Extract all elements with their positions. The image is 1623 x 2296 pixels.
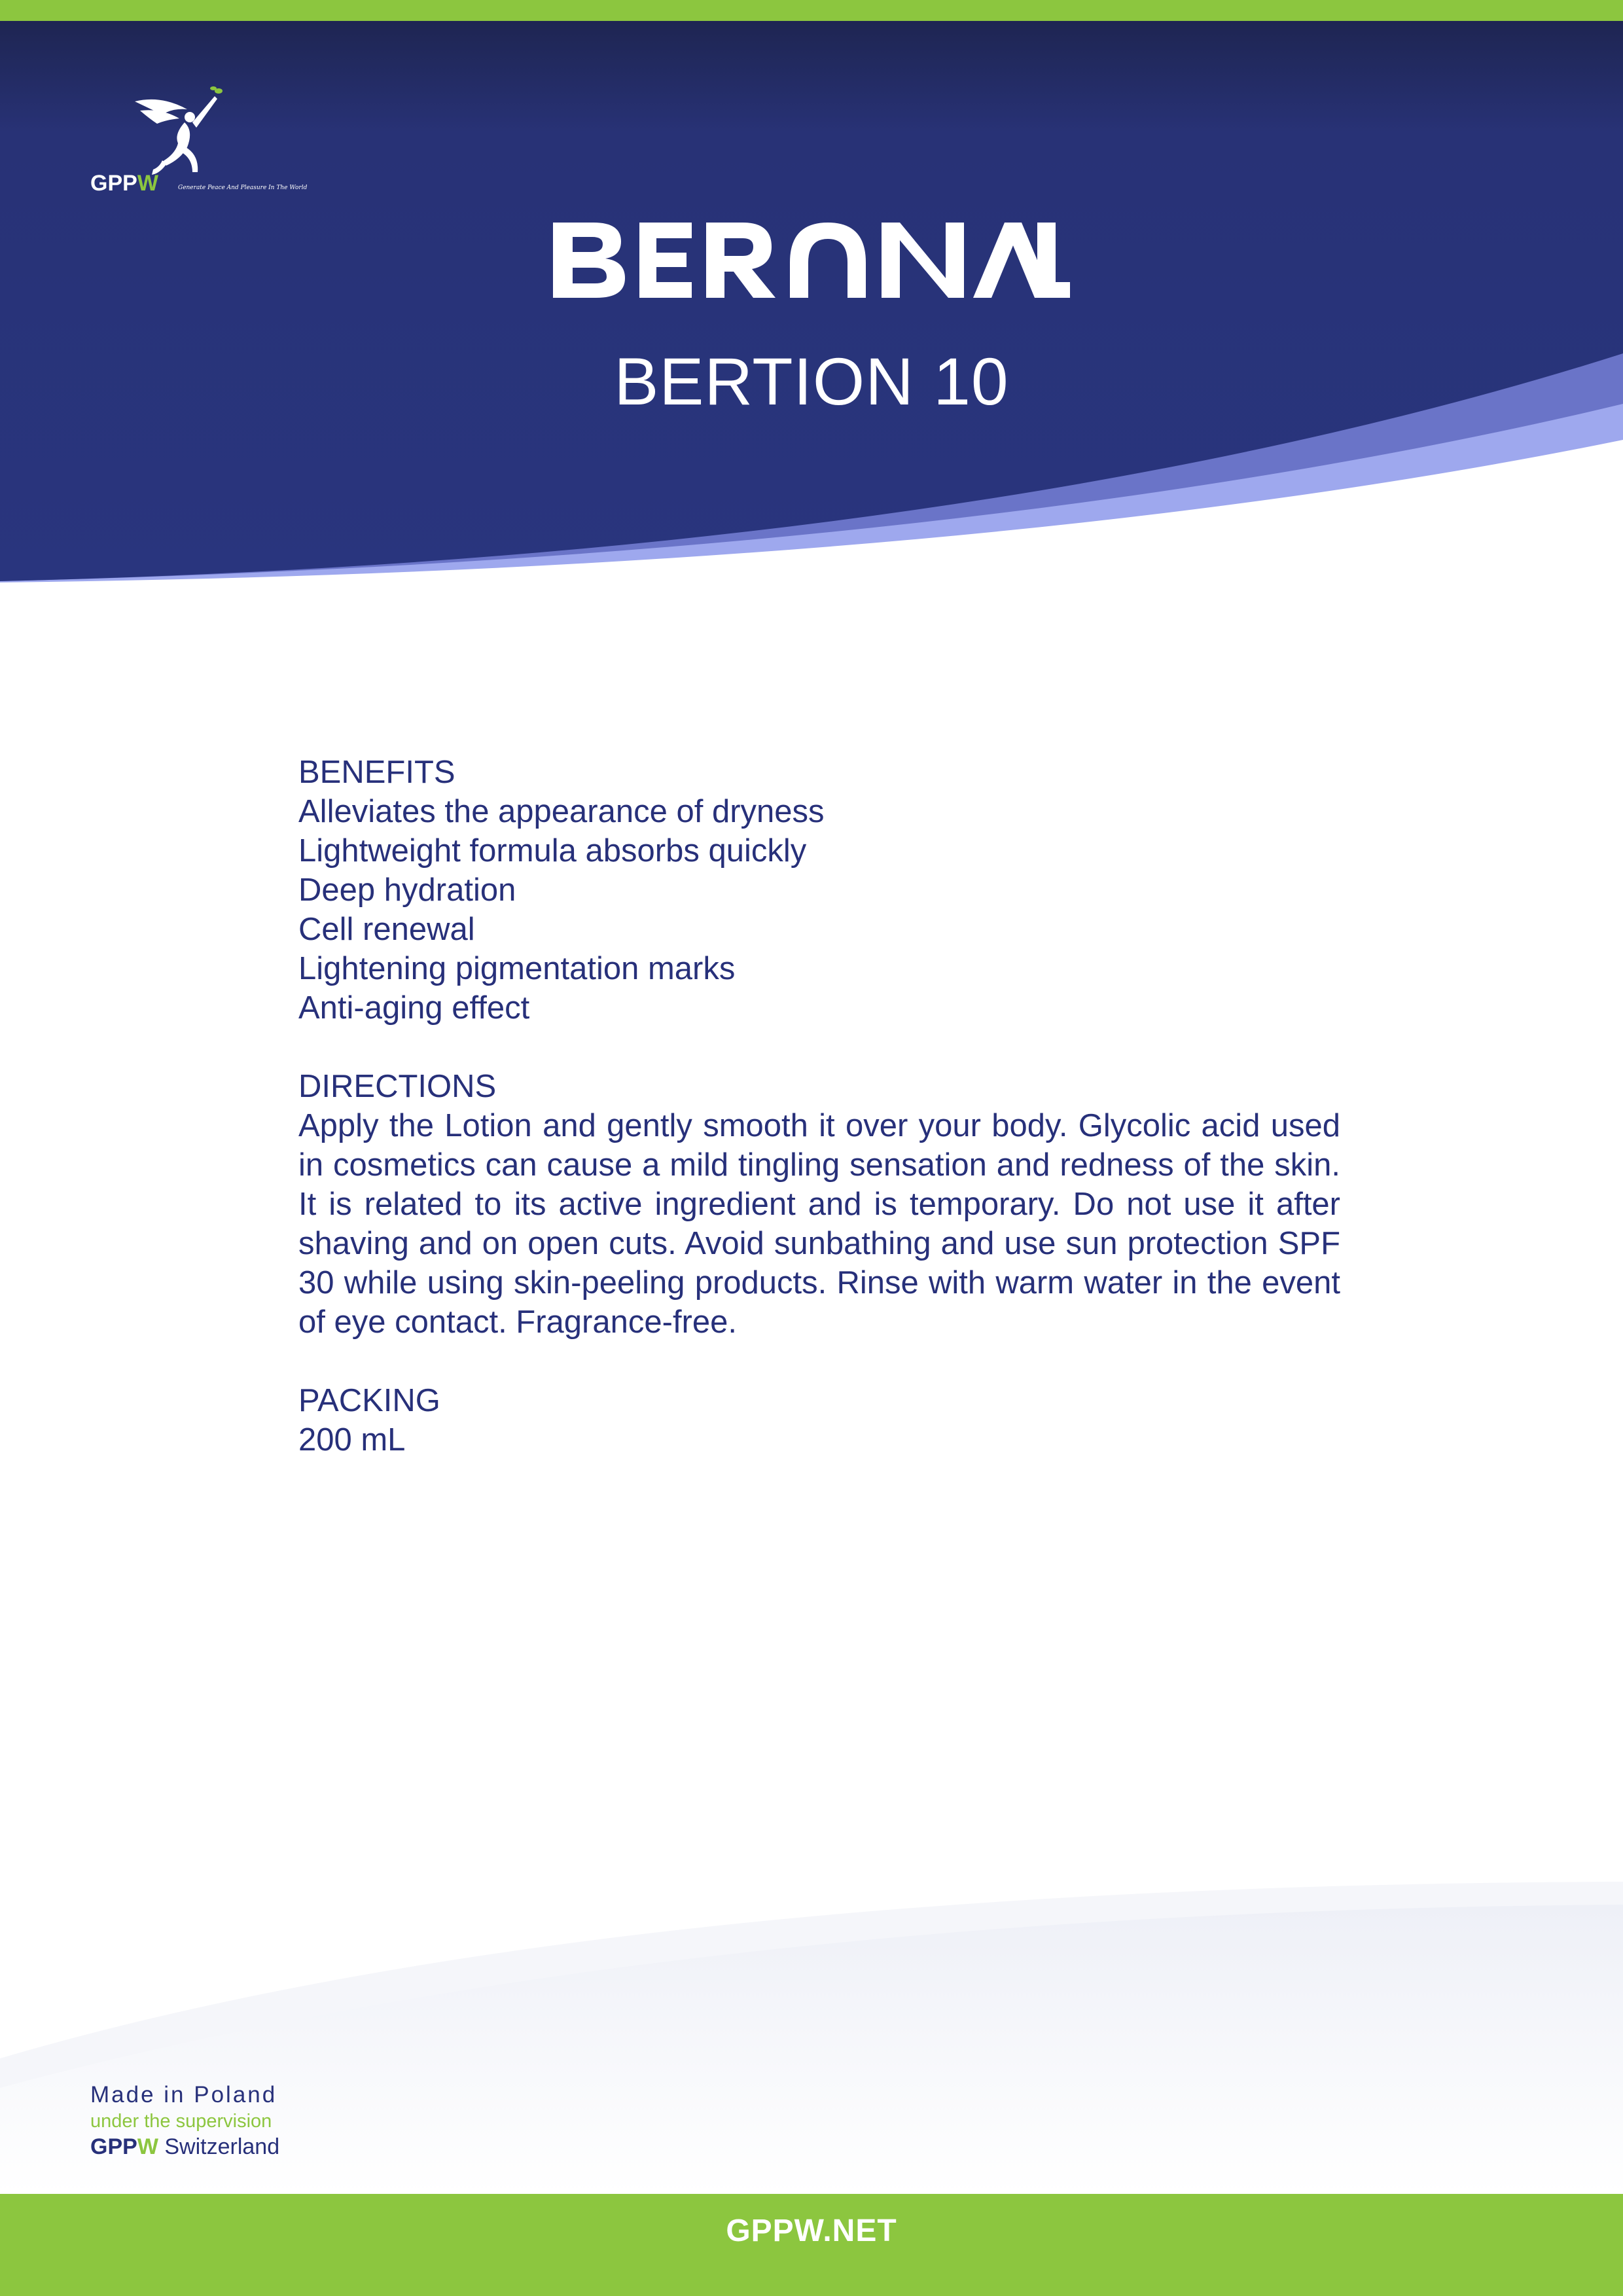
logo-tagline: Generate Peace And Pleasure In The World [178, 185, 308, 191]
brand-wordmark [0, 219, 1623, 321]
origin-info [90, 2080, 352, 2161]
benefit-item: Alleviates the appearance of dryness [298, 794, 825, 829]
gppw-logo [89, 82, 308, 196]
benefit-item: Lightweight formula absorbs quickly [298, 833, 807, 869]
footer-bar [0, 2194, 1623, 2296]
winged-figure-icon [135, 86, 223, 175]
directions-section [298, 1067, 1340, 1342]
made-in-text: Made in Poland [90, 2082, 277, 2108]
top-accent-strip [0, 0, 1623, 21]
packing-section [298, 1381, 1340, 1460]
company-suffix: W [137, 2134, 158, 2159]
benefit-item: Deep hydration [298, 872, 516, 908]
logo-brand-suffix: W [137, 171, 158, 196]
directions-heading: DIRECTIONS [298, 1069, 497, 1104]
packing-heading: PACKING [298, 1383, 440, 1418]
benefits-heading: BENEFITS [298, 755, 455, 790]
product-name: BERTION 10 [614, 344, 1009, 419]
website-link[interactable]: GPPW.NET [726, 2214, 897, 2248]
svg-text:GPPW [90, 171, 159, 196]
benefit-item: Anti-aging effect [298, 990, 530, 1026]
benefit-item: Cell renewal [298, 912, 475, 947]
company-location: Switzerland [158, 2134, 280, 2159]
packing-value: 200 mL [298, 1422, 406, 1458]
company-text [90, 2132, 352, 2161]
logo-brand-prefix: GPP [90, 171, 137, 196]
company-prefix: GPP [90, 2134, 137, 2159]
beronal-logotype [553, 219, 1070, 317]
directions-text: Apply the Lotion and gently smooth it over your body. Glycolic acid used in cosmetics can cause a mild tingling sensation and redness of the skin. It is related to its active ingredient and is temporary. Do not use it after shaving and on open cuts. Avoid sunbathing and use sun protection SPF 30 while using skin-peeling products. Rinse with warm water in the event of eye contact. Fragrance-free. [298, 1108, 1340, 1340]
benefits-section [298, 753, 1340, 1028]
product-description [298, 753, 1340, 1499]
benefit-item: Lightening pigmentation marks [298, 951, 736, 986]
supervision-text: under the supervision [90, 2111, 272, 2132]
